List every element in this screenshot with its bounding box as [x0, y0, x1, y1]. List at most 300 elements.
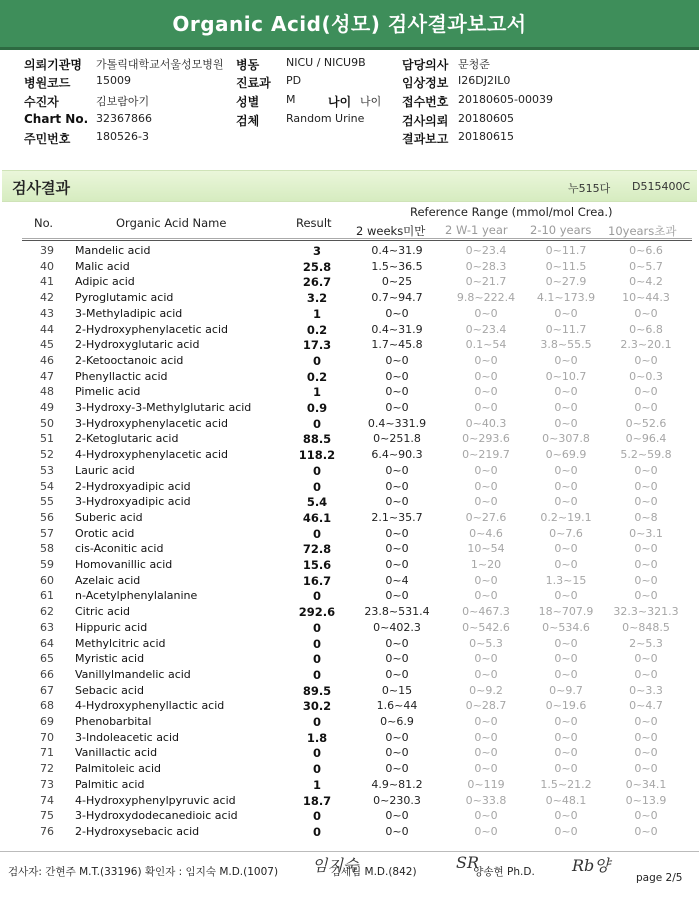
header-range-2weeks: 2 weeks미만 [356, 224, 426, 238]
cell-range-10y-plus: 0~0.3 [629, 369, 663, 383]
cell-range-2w-1y: 0~40.3 [465, 416, 507, 430]
cell-name: 3-Hydroxydodecanedioic acid [75, 809, 238, 823]
cell-result: 1 [312, 385, 321, 400]
cell-result: 0.2 [306, 322, 328, 337]
cell-range-2weeks: 0~0 [385, 369, 409, 383]
cell-no: 55 [40, 495, 54, 509]
ward-label: 병동 [236, 58, 260, 72]
cell-result: 118.2 [298, 448, 336, 463]
cell-range-2-10y: 0~27.9 [545, 275, 587, 289]
cell-range-2-10y: 0~19.6 [545, 699, 587, 713]
cell-name: Phenobarbital [75, 715, 152, 728]
idnum-label: 주민번호 [24, 132, 71, 146]
info-row-4 [0, 112, 699, 130]
cell-range-2weeks: 0.7~94.7 [371, 291, 423, 305]
table-row [0, 794, 699, 810]
cell-no: 59 [40, 558, 54, 571]
cell-range-2w-1y: 1~20 [470, 558, 502, 571]
cell-range-2weeks: 0~0 [385, 652, 409, 666]
cell-range-2weeks: 4.9~81.2 [371, 777, 423, 791]
header-reference-range: Reference Range (mmol/mol Crea.) [410, 205, 613, 219]
cell-range-10y-plus: 0~0 [634, 558, 658, 571]
cell-range-2w-1y: 0~28.7 [465, 699, 507, 713]
cell-range-2weeks: 6.4~90.3 [371, 448, 423, 462]
cell-result: 0 [312, 652, 321, 667]
cell-result: 0 [312, 463, 321, 478]
cell-name: Malic acid [75, 259, 130, 273]
cell-name: n-Acetylphenylalanine [75, 589, 198, 603]
signature-3: Rb양 [572, 856, 610, 875]
info-row-3 [0, 93, 699, 111]
idnum-value: 180526-3 [96, 130, 149, 143]
cell-range-2-10y: 0~0 [554, 542, 578, 556]
cell-range-2weeks: 23.8~531.4 [364, 605, 430, 619]
cell-range-10y-plus: 0~0 [634, 573, 658, 587]
cell-no: 56 [40, 510, 54, 524]
section-code-kr: 누515다 [568, 182, 611, 195]
table-row [0, 338, 699, 354]
cell-range-2w-1y: 0~0 [474, 589, 498, 603]
header-range-2-10y: 2-10 years [530, 223, 592, 237]
cell-range-10y-plus: 0~0 [634, 824, 658, 838]
report-date-value: 20180615 [458, 130, 514, 143]
cell-result: 0 [312, 667, 321, 682]
cell-range-10y-plus: 32.3~321.3 [613, 605, 679, 619]
cell-result: 0 [312, 526, 321, 541]
cell-range-2w-1y: 0~33.8 [465, 793, 507, 807]
cell-range-2weeks: 0~0 [385, 542, 409, 556]
clinical-label: 임상정보 [402, 76, 449, 90]
cell-no: 50 [40, 416, 54, 430]
request-value: 20180605 [458, 112, 514, 125]
cell-name: Adipic acid [75, 275, 135, 289]
cell-range-10y-plus: 0~96.4 [625, 432, 667, 446]
cell-no: 75 [40, 809, 54, 823]
cell-range-10y-plus: 0~34.1 [625, 777, 667, 791]
cell-range-2-10y: 0~11.7 [545, 244, 587, 257]
cell-range-2w-1y: 0~0 [474, 809, 498, 823]
signature-2: SR [456, 853, 480, 872]
cell-result: 46.1 [302, 510, 332, 525]
cell-range-2-10y: 0~11.5 [545, 259, 587, 273]
cell-range-2w-1y: 0~467.3 [462, 605, 510, 619]
table-row [0, 495, 699, 511]
table-row [0, 574, 699, 590]
cell-range-10y-plus: 0~4.2 [629, 275, 663, 289]
cell-result: 0 [312, 620, 321, 635]
cell-name: Palmitic acid [75, 777, 145, 791]
cell-range-2weeks: 0~0 [385, 746, 409, 760]
cell-name: Azelaic acid [75, 573, 141, 587]
cell-range-10y-plus: 0~52.6 [625, 416, 667, 430]
cell-name: Vanillylmandelic acid [75, 667, 191, 681]
cell-name: Pimelic acid [75, 385, 141, 399]
cell-result: 89.5 [302, 683, 332, 698]
cell-name: Hippuric acid [75, 620, 148, 634]
cell-range-2w-1y: 10~54 [467, 542, 505, 556]
cell-range-2weeks: 2.1~35.7 [371, 510, 423, 524]
cell-range-2w-1y: 0~0 [474, 369, 498, 383]
cell-range-2w-1y: 0~21.7 [465, 275, 507, 289]
table-row [0, 480, 699, 496]
cell-range-2weeks: 1.6~44 [376, 699, 418, 713]
cell-range-2weeks: 1.7~45.8 [371, 338, 423, 352]
cell-range-2-10y: 0~0 [554, 353, 578, 367]
cell-name: Suberic acid [75, 510, 143, 524]
signature-1: 임지숙 [312, 856, 359, 875]
table-row [0, 244, 699, 260]
cell-range-2w-1y: 0~28.3 [465, 259, 507, 273]
cell-result: 0.9 [306, 401, 328, 415]
table-row [0, 668, 699, 684]
cell-range-2w-1y: 0~4.6 [469, 526, 503, 540]
cell-range-2-10y: 0.2~19.1 [540, 510, 592, 524]
cell-range-2-10y: 0~0 [554, 762, 578, 776]
cell-range-2-10y: 0~48.1 [545, 793, 587, 807]
cell-no: 43 [40, 306, 54, 320]
cell-range-10y-plus: 0~0 [634, 385, 658, 399]
cell-name: Citric acid [75, 605, 130, 619]
table-row [0, 385, 699, 401]
cell-range-2w-1y: 0~0 [474, 306, 498, 320]
cell-range-2-10y: 0~0 [554, 385, 578, 399]
cell-range-2-10y: 1.5~21.2 [540, 777, 592, 791]
cell-no: 39 [40, 244, 54, 257]
table-row [0, 621, 699, 637]
cell-no: 74 [40, 793, 54, 807]
cell-range-2w-1y: 0~0 [474, 667, 498, 681]
table-row [0, 652, 699, 668]
cell-result: 0 [312, 809, 321, 824]
table-row [0, 448, 699, 464]
header-range-2w-1y: 2 W-1 year [445, 223, 508, 237]
cell-range-2-10y: 0~0 [554, 730, 578, 744]
cell-range-2-10y: 0~307.8 [542, 432, 590, 446]
cell-range-2w-1y: 0~119 [467, 777, 505, 791]
cell-range-2-10y: 4.1~173.9 [536, 291, 596, 305]
cell-range-2-10y: 0~0 [554, 558, 578, 571]
cell-range-2-10y: 0~0 [554, 715, 578, 728]
cell-range-2weeks: 0~15 [381, 683, 413, 697]
cell-range-2weeks: 0~0 [385, 463, 409, 477]
cell-result: 0 [312, 353, 321, 368]
request-label: 검사의뢰 [402, 114, 449, 128]
cell-no: 68 [40, 699, 54, 713]
cell-range-2-10y: 0~0 [554, 809, 578, 823]
cell-result: 1.8 [306, 730, 328, 745]
cell-name: Orotic acid [75, 526, 135, 540]
patient-label: 수진자 [24, 95, 59, 109]
cell-range-2w-1y: 0~0 [474, 353, 498, 367]
cell-name: 3-Hydroxyadipic acid [75, 495, 191, 509]
table-row [0, 464, 699, 480]
footer-phd-text: 양송현 Ph.D. [473, 866, 535, 878]
cell-range-2weeks: 0.4~31.9 [371, 322, 423, 336]
table-row [0, 637, 699, 653]
cell-name: 3-Hydroxyphenylacetic acid [75, 416, 228, 430]
cell-no: 72 [40, 762, 54, 776]
footer-md2-text: 김세림 M.D.(842) [330, 866, 417, 878]
cell-range-2w-1y: 0~0 [474, 730, 498, 744]
cell-no: 45 [40, 338, 54, 352]
cell-range-2w-1y: 0~5.3 [469, 636, 503, 650]
clinical-value: I26DJ2IL0 [458, 74, 511, 87]
cell-range-2weeks: 0~4 [385, 573, 409, 587]
cell-name: Phenyllactic acid [75, 369, 168, 383]
cell-range-2-10y: 0~0 [554, 401, 578, 414]
cell-range-10y-plus: 0~0 [634, 479, 658, 493]
cell-range-2-10y: 0~0 [554, 652, 578, 666]
cell-range-2-10y: 0~0 [554, 746, 578, 760]
cell-range-10y-plus: 0~8 [634, 510, 658, 524]
cell-range-2w-1y: 0~0 [474, 746, 498, 760]
code-label: 병원코드 [24, 76, 71, 90]
info-row-2 [0, 74, 699, 92]
cell-range-2weeks: 0~251.8 [373, 432, 421, 446]
cell-result: 0 [312, 416, 321, 431]
cell-no: 48 [40, 385, 54, 399]
chart-value: 32367866 [96, 112, 152, 125]
cell-result: 0 [312, 824, 321, 839]
cell-range-10y-plus: 2.3~20.1 [620, 338, 672, 352]
cell-range-2weeks: 0~0 [385, 495, 409, 509]
cell-range-2w-1y: 0~0 [474, 495, 498, 509]
cell-no: 66 [40, 667, 54, 681]
table-row [0, 307, 699, 323]
cell-name: 4-Hydroxyphenylacetic acid [75, 448, 228, 462]
cell-range-2weeks: 0~0 [385, 558, 409, 571]
cell-no: 44 [40, 322, 54, 336]
cell-result: 0 [312, 746, 321, 761]
cell-range-10y-plus: 0~0 [634, 401, 658, 414]
cell-range-2w-1y: 0~0 [474, 573, 498, 587]
header-range-10y-plus: 10years초과 [608, 224, 677, 238]
cell-no: 70 [40, 730, 54, 744]
cell-result: 15.6 [302, 558, 332, 572]
cell-range-10y-plus: 0~0 [634, 495, 658, 509]
cell-range-2w-1y: 0~0 [474, 385, 498, 399]
table-row [0, 291, 699, 307]
header-name: Organic Acid Name [116, 216, 227, 230]
header-result: Result [296, 216, 332, 230]
cell-no: 63 [40, 620, 54, 634]
cell-range-2w-1y: 0~542.6 [462, 620, 510, 634]
cell-no: 52 [40, 448, 54, 462]
cell-range-2-10y: 0~0 [554, 589, 578, 603]
cell-range-2weeks: 0.4~31.9 [371, 244, 423, 257]
cell-result: 0 [312, 479, 321, 494]
cell-range-2w-1y: 0~0 [474, 762, 498, 776]
cell-range-10y-plus: 0~0 [634, 762, 658, 776]
cell-no: 54 [40, 479, 54, 493]
cell-range-2-10y: 0~9.7 [549, 683, 583, 697]
table-row [0, 370, 699, 386]
cell-range-10y-plus: 10~44.3 [622, 291, 670, 305]
cell-result: 0.2 [306, 369, 328, 384]
cell-range-10y-plus: 0~6.8 [629, 322, 663, 336]
age-label: 나이 [328, 95, 352, 109]
cell-no: 42 [40, 291, 54, 305]
table-row [0, 275, 699, 291]
dept-value: PD [286, 74, 302, 87]
cell-range-10y-plus: 0~0 [634, 715, 658, 728]
cell-no: 53 [40, 463, 54, 477]
cell-range-2w-1y: 0~0 [474, 824, 498, 838]
cell-range-10y-plus: 0~3.3 [629, 683, 663, 697]
cell-result: 3 [312, 244, 321, 258]
cell-range-2weeks: 0~0 [385, 353, 409, 367]
table-row [0, 731, 699, 747]
cell-result: 5.4 [306, 495, 328, 510]
table-row [0, 715, 699, 731]
cell-name: Homovanillic acid [75, 558, 173, 571]
ward-value: NICU / NICU9B [286, 56, 366, 69]
cell-result: 0 [312, 762, 321, 777]
cell-range-2-10y: 0~0 [554, 416, 578, 430]
cell-name: 2-Ketoglutaric acid [75, 432, 179, 446]
sex-value: M [286, 93, 296, 106]
cell-no: 67 [40, 683, 54, 697]
cell-range-2weeks: 0~0 [385, 824, 409, 838]
cell-range-2w-1y: 9.8~222.4 [456, 291, 516, 305]
cell-name: 2-Hydroxyphenylacetic acid [75, 322, 228, 336]
cell-result: 0 [312, 636, 321, 651]
cell-name: Sebacic acid [75, 683, 144, 697]
table-row [0, 432, 699, 448]
section-title: 검사결과 [12, 179, 70, 197]
table-row [0, 809, 699, 825]
cell-range-2w-1y: 0~27.6 [465, 510, 507, 524]
cell-range-2w-1y: 0~0 [474, 463, 498, 477]
cell-range-2weeks: 0~0 [385, 589, 409, 603]
cell-result: 26.7 [302, 275, 332, 290]
specimen-label: 검체 [236, 114, 260, 128]
cell-range-2weeks: 0~6.9 [380, 715, 414, 728]
cell-range-10y-plus: 0~4.7 [629, 699, 663, 713]
cell-range-2-10y: 0~7.6 [549, 526, 583, 540]
cell-name: 4-Hydroxyphenyllactic acid [75, 699, 225, 713]
cell-name: cis-Aconitic acid [75, 542, 164, 556]
table-row [0, 778, 699, 794]
cell-no: 41 [40, 275, 54, 289]
cell-range-2weeks: 0~0 [385, 636, 409, 650]
cell-name: Palmitoleic acid [75, 762, 162, 776]
results-section-header [2, 170, 697, 202]
report-title: Organic Acid(성모) 검사결과보고서 [0, 0, 699, 50]
cell-result: 1 [312, 306, 321, 321]
cell-no: 40 [40, 259, 54, 273]
table-row [0, 354, 699, 370]
cell-range-2-10y: 0~10.7 [545, 369, 587, 383]
cell-range-2-10y: 0~11.7 [545, 322, 587, 336]
cell-no: 76 [40, 824, 54, 838]
cell-no: 60 [40, 573, 54, 587]
info-row-5 [0, 130, 699, 148]
hospital-label: 의뢰기관명 [24, 58, 82, 72]
cell-range-2w-1y: 0~0 [474, 479, 498, 493]
page-number: page 2/5 [636, 872, 683, 884]
cell-no: 73 [40, 777, 54, 791]
cell-range-2w-1y: 0~293.6 [462, 432, 510, 446]
table-row [0, 699, 699, 715]
cell-range-2weeks: 0~0 [385, 385, 409, 399]
cell-range-2-10y: 0~0 [554, 824, 578, 838]
header-divider [22, 240, 692, 241]
cell-range-2w-1y: 0~0 [474, 652, 498, 666]
cell-range-10y-plus: 0~0 [634, 353, 658, 367]
cell-range-2-10y: 0~0 [554, 463, 578, 477]
table-row [0, 825, 699, 841]
cell-range-2weeks: 0~0 [385, 526, 409, 540]
cell-result: 88.5 [302, 432, 332, 447]
accession-value: 20180605-00039 [458, 93, 553, 106]
cell-name: 2-Hydroxyadipic acid [75, 479, 191, 493]
cell-range-2weeks: 0~0 [385, 730, 409, 744]
info-row-1 [0, 56, 699, 74]
table-row [0, 511, 699, 527]
cell-result: 16.7 [302, 573, 332, 588]
report-date-label: 결과보고 [402, 132, 449, 146]
cell-range-2w-1y: 0~9.2 [469, 683, 503, 697]
cell-range-10y-plus: 0~6.6 [629, 244, 663, 257]
footer-divider [0, 851, 699, 852]
cell-range-2-10y: 0~0 [554, 495, 578, 509]
cell-name: Methylcitric acid [75, 636, 166, 650]
chart-label: Chart No. [24, 112, 89, 126]
cell-name: Lauric acid [75, 463, 135, 477]
cell-no: 58 [40, 542, 54, 556]
cell-no: 62 [40, 605, 54, 619]
cell-range-10y-plus: 0~3.1 [629, 526, 663, 540]
cell-range-10y-plus: 0~0 [634, 746, 658, 760]
cell-result: 17.3 [302, 338, 332, 353]
cell-range-10y-plus: 0~0 [634, 667, 658, 681]
cell-range-2weeks: 0~0 [385, 809, 409, 823]
cell-range-2-10y: 0~69.9 [545, 448, 587, 462]
cell-range-2weeks: 0~0 [385, 479, 409, 493]
section-code: D515400C [632, 180, 691, 193]
table-row [0, 762, 699, 778]
cell-no: 64 [40, 636, 54, 650]
age-value: 나이 [360, 95, 382, 108]
cell-result: 25.8 [302, 259, 332, 274]
cell-name: 4-Hydroxyphenylpyruvic acid [75, 793, 236, 807]
cell-name: Myristic acid [75, 652, 145, 666]
cell-range-2-10y: 0~0 [554, 636, 578, 650]
cell-range-2w-1y: 0~219.7 [462, 448, 510, 462]
cell-name: 2-Hydroxysebacic acid [75, 824, 200, 838]
cell-range-2-10y: 0~534.6 [542, 620, 590, 634]
cell-range-10y-plus: 0~0 [634, 542, 658, 556]
cell-range-10y-plus: 0~0 [634, 730, 658, 744]
cell-no: 46 [40, 353, 54, 367]
cell-range-10y-plus: 0~848.5 [622, 620, 670, 634]
cell-name: 3-Hydroxy-3-Methylglutaric acid [75, 401, 252, 414]
cell-range-10y-plus: 0~0 [634, 652, 658, 666]
cell-range-10y-plus: 5.2~59.8 [620, 448, 672, 462]
accession-label: 접수번호 [402, 95, 449, 109]
cell-name: Vanillactic acid [75, 746, 158, 760]
cell-range-2-10y: 0~0 [554, 306, 578, 320]
cell-range-2weeks: 0~25 [381, 275, 413, 289]
table-row [0, 401, 699, 417]
cell-range-10y-plus: 0~0 [634, 589, 658, 603]
cell-no: 65 [40, 652, 54, 666]
cell-range-2weeks: 0~230.3 [373, 793, 421, 807]
table-row [0, 558, 699, 574]
cell-range-2w-1y: 0~0 [474, 715, 498, 728]
cell-range-2w-1y: 0.1~54 [465, 338, 507, 352]
